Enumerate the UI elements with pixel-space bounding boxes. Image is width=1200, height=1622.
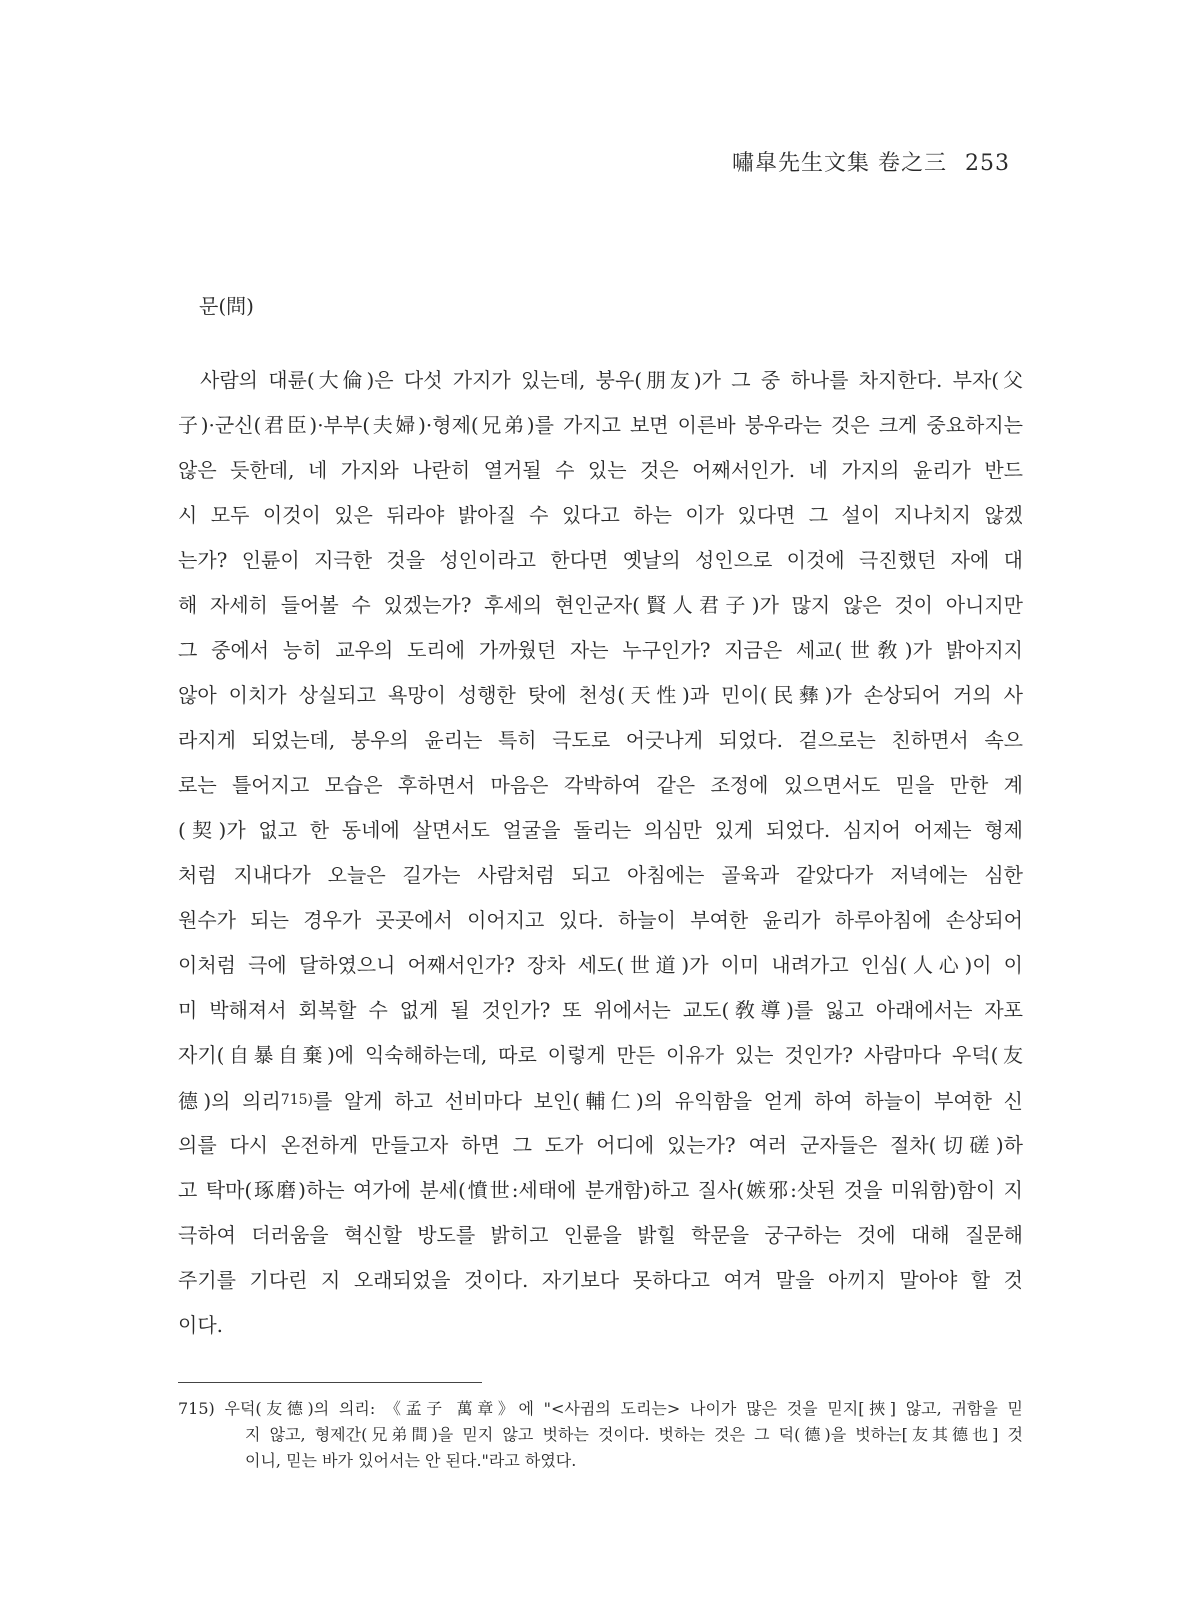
body-line: 시 모두 이것이 있은 뒤라야 밝아질 수 있다고 하는 이가 있다면 그 설이 지나치지 않겠	[178, 503, 1023, 527]
body-line: 않은 듯한데, 네 가지와 나란히 열거될 수 있는 것은 어째서인가. 네 가지의 윤리가 반드	[178, 458, 1023, 482]
footnote-line	[178, 1396, 1023, 1422]
body-line: (契)가 없고 한 동네에 살면서도 얼굴을 돌리는 의심만 있게 되었다. 심지어 어제는 형제	[178, 818, 1023, 842]
body-line: 고 탁마(琢磨)하는 여가에 분세(憤世:세태에 분개함)하고 질사(嫉邪:삿된 것을 미워함)함이 지	[178, 1178, 1023, 1202]
body-line: 미 박해져서 회복할 수 없게 될 것인가? 또 위에서는 교도(敎導)를 잃고 아래에서는 자포	[178, 998, 1023, 1022]
body-line: 이처럼 극에 달하였으니 어째서인가? 장차 세도(世道)가 이미 내려가고 인심(人心)이 이	[178, 953, 1023, 977]
footnote-line: 지 않고, 형제간(兄弟間)을 믿지 않고 벗하는 것이다. 벗하는 것은 그 덕(德)을 벗하는[友其德也] 것	[245, 1425, 1023, 1444]
body-line: 자기(自暴自棄)에 익숙해하는데, 따로 이렇게 만든 이유가 있는 것인가? 사람마다 우덕(友	[178, 1043, 1023, 1067]
body-line: 라지게 되었는데, 붕우의 윤리는 특히 극도로 어긋나게 되었다. 겉으로는 친하면서 속으	[178, 728, 1023, 752]
body-line: 로는 틀어지고 모습은 후하면서 마음은 각박하여 같은 조정에 있으면서도 믿을 만한 계	[178, 773, 1023, 797]
body-line: 이다.	[178, 1313, 223, 1337]
section-heading: 문(問)	[199, 294, 254, 318]
footnote-number: 715)	[178, 1399, 215, 1418]
body-line-part: 德)의 의리	[178, 1089, 281, 1113]
running-header	[732, 146, 1010, 177]
book-title: 嘯皐先生文集 卷之三	[732, 151, 947, 176]
body-line: 주기를 기다린 지 오래되었을 것이다. 자기보다 못하다고 여겨 말을 아끼지 말아야 할 것	[178, 1268, 1023, 1292]
footnote-text: 우덕(友德)의 의리: 《孟子 萬章》에 "<사귐의 도리는> 나이가 많은 것을 믿지[挾] 않고, 귀함을 믿	[224, 1399, 1023, 1418]
body-line: 처럼 지내다가 오늘은 길가는 사람처럼 되고 아침에는 골육과 같았다가 저녁에는 심한	[178, 863, 1023, 887]
body-line-with-footnote-ref	[178, 1078, 1023, 1123]
footnote-divider	[178, 1382, 482, 1383]
footnote-reference[interactable]: 715)	[280, 1092, 313, 1108]
body-line: 子)·군신(君臣)·부부(夫婦)·형제(兄弟)를 가지고 보면 이른바 붕우라는 것은 크게 중요하지는	[178, 413, 1023, 437]
body-line: 극하여 더러움을 혁신할 방도를 밝히고 인륜을 밝힐 학문을 궁구하는 것에 대해 질문해	[178, 1223, 1023, 1247]
body-line: 해 자세히 들어볼 수 있겠는가? 후세의 현인군자(賢人君子)가 많지 않은 것이 아니지만	[178, 593, 1023, 617]
body-line: 는가? 인륜이 지극한 것을 성인이라고 한다면 옛날의 성인으로 이것에 극진했던 자에 대	[178, 548, 1023, 572]
body-line-part: 를 알게 하고 선비마다 보인(輔仁)의 유익함을 얻게 하여 하늘이 부여한 신	[312, 1089, 1023, 1113]
footnote-line: 이니, 믿는 바가 있어서는 안 된다."라고 하였다.	[245, 1451, 577, 1470]
footnote	[178, 1396, 1023, 1474]
body-line: 원수가 되는 경우가 곳곳에서 이어지고 있다. 하늘이 부여한 윤리가 하루아침에 손상되어	[178, 908, 1023, 932]
body-line: 않아 이치가 상실되고 욕망이 성행한 탓에 천성(天性)과 민이(民彝)가 손상되어 거의 사	[178, 683, 1023, 707]
body-line: 그 중에서 능히 교우의 도리에 가까웠던 자는 누구인가? 지금은 세교(世敎)가 밝아지지	[178, 638, 1023, 662]
body-text	[178, 358, 1023, 1348]
body-line: 사람의 대륜(大倫)은 다섯 가지가 있는데, 붕우(朋友)가 그 중 하나를 차지한다. 부자(父	[200, 368, 1023, 392]
page-number: 253	[965, 151, 1010, 176]
body-line: 의를 다시 온전하게 만들고자 하면 그 도가 어디에 있는가? 여러 군자들은 절차(切磋)하	[178, 1133, 1023, 1157]
